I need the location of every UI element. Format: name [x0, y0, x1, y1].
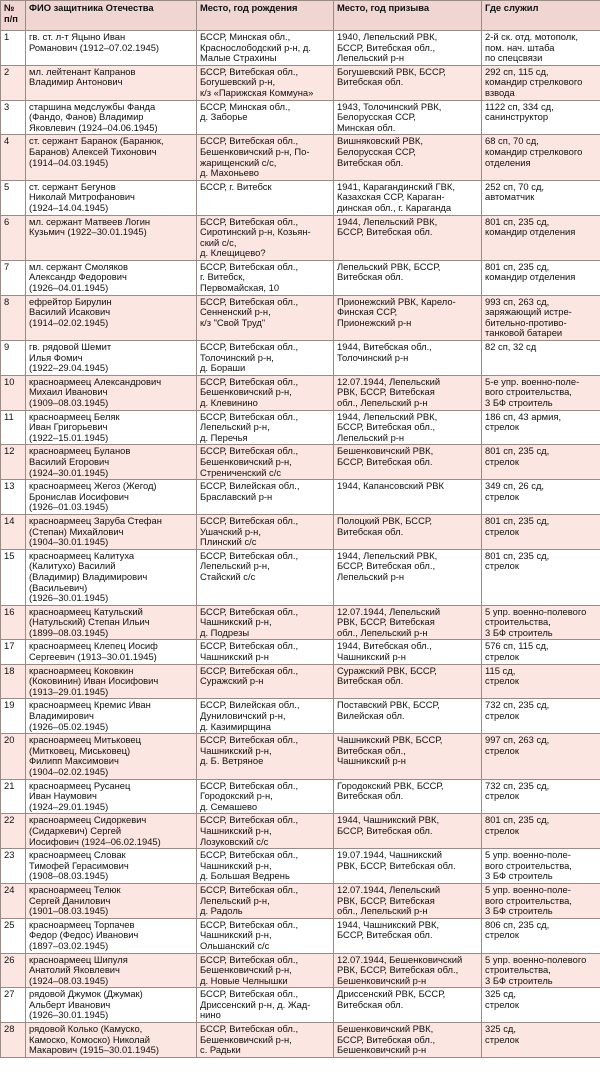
cell-birthplace: БССР, Витебская обл., Чашникский р-н, д. Подрезы	[197, 605, 334, 640]
cell-name: красноармеец Коковкин (Коковинин) Иван Иосифович (1913–29.01.1945)	[26, 664, 197, 699]
cell-birthplace: БССР, Витебская обл., г. Витебск, Первомайская, 10	[197, 260, 334, 295]
cell-conscription: 12.07.1944, Лепельский РВК, БССР, Витебская обл., Лепельский р-н	[334, 883, 482, 918]
cell-birthplace: БССР, г. Витебск	[197, 180, 334, 215]
cell-service: 997 сп, 263 сд, стрелок	[482, 734, 600, 779]
cell-name: гв. ст. л-т Яцыно Иван Романович (1912–07.02.1945)	[26, 31, 197, 66]
cell-name: красноармеец Калитуха (Калитухо) Василий (Владимир) Владимирович (Васильевич) (1926–30.01.1945)	[26, 549, 197, 605]
table-row	[1, 605, 600, 640]
cell-birthplace: БССР, Вилейская обл., Браславский р-н	[197, 480, 334, 515]
cell-conscription: Дриссенский РВК, БССР, Витебская обл.	[334, 988, 482, 1023]
cell-service: 5 упр. военно-поле- вого строительства, 3 БФ строитель	[482, 883, 600, 918]
cell-conscription: Бешенковичский РВК, БССР, Витебская обл., Бешенковичский р-н	[334, 1023, 482, 1058]
cell-birthplace: БССР, Витебская обл., Лепельский р-н, д. Радоль	[197, 883, 334, 918]
cell-service: 5 упр. военно-полевого строительства, 3 БФ строитель	[482, 605, 600, 640]
cell-conscription: 1944, Чашникский РВК, БССР, Витебская обл.	[334, 918, 482, 953]
cell-birthplace: БССР, Витебская обл., Лепельский р-н, д. Перечья	[197, 410, 334, 445]
cell-conscription: Городокский РВК, БССР, Витебская обл.	[334, 779, 482, 814]
header-name: ФИО защитника Отечества	[26, 1, 197, 31]
cell-birthplace: БССР, Минская обл., д. Заборье	[197, 100, 334, 135]
cell-name: красноармеец Сидоркевич (Сидаркевич) Сергей Иосифович (1924–06.02.1945)	[26, 814, 197, 849]
cell-birthplace: БССР, Витебская обл., Суражский р-н	[197, 664, 334, 699]
cell-birthplace: БССР, Витебская обл., Чашникский р-н, Лозуковский с/с	[197, 814, 334, 849]
cell-number: 9	[1, 341, 26, 376]
cell-conscription: 12.07.1944, Бешенковичский РВК, БССР, Витебская обл., Бешенковичский р-н	[334, 953, 482, 988]
cell-service: 292 сп, 115 сд, командир стрелкового взвода	[482, 65, 600, 100]
cell-name: рядовой Джумок (Джумак) Альберт Иванович (1926–30.01.1945)	[26, 988, 197, 1023]
cell-service: 349 сп, 26 сд, стрелок	[482, 480, 600, 515]
table-row	[1, 1023, 600, 1058]
cell-service: 5 упр. военно-полевого строительства, 3 БФ строитель	[482, 953, 600, 988]
cell-conscription: Поставский РВК, БССР, Вилейская обл.	[334, 699, 482, 734]
cell-number: 28	[1, 1023, 26, 1058]
cell-birthplace: БССР, Витебская обл., Сиротинский р-н, Козьян- ский с/с, д. Клещицево?	[197, 215, 334, 260]
cell-birthplace: БССР, Витебская обл., Бешенковичский р-н, Стрениченский с/с	[197, 445, 334, 480]
cell-service: 1122 сп, 334 сд, санинструктор	[482, 100, 600, 135]
table-row	[1, 135, 600, 180]
cell-conscription: 19.07.1944, Чашникский РВК, БССР, Витебская обл.	[334, 849, 482, 884]
cell-number: 10	[1, 375, 26, 410]
cell-service: 801 сп, 235 сд, командир отделения	[482, 215, 600, 260]
header-conscription: Место, год призыва	[334, 1, 482, 31]
cell-conscription: 1944, Капансовский РВК	[334, 480, 482, 515]
cell-conscription: 1940, Лепельский РВК, БССР, Витебская обл., Лепельский р-н	[334, 31, 482, 66]
cell-number: 21	[1, 779, 26, 814]
cell-name: ст. сержант Бегунов Николай Митрофанович (1924–14.04.1945)	[26, 180, 197, 215]
cell-number: 6	[1, 215, 26, 260]
cell-number: 23	[1, 849, 26, 884]
cell-birthplace: БССР, Минская обл., Краснослободский р-н, д. Малые Страхины	[197, 31, 334, 66]
table-header-row	[1, 1, 600, 31]
table-row	[1, 341, 600, 376]
cell-birthplace: БССР, Витебская обл., Городокский р-н, д. Семашево	[197, 779, 334, 814]
header-number: № п/п	[1, 1, 26, 31]
cell-number: 12	[1, 445, 26, 480]
cell-name: красноармеец Беляк Иван Григорьевич (1922–15.01.1945)	[26, 410, 197, 445]
cell-conscription: 1943, Толочинский РВК, Белорусская ССР, Минская обл.	[334, 100, 482, 135]
cell-service: 115 сд, стрелок	[482, 664, 600, 699]
cell-birthplace: БССР, Витебская обл., Бешенковичский р-н, д. Новые Челнышки	[197, 953, 334, 988]
cell-birthplace: БССР, Витебская обл., Чашникский р-н, д. Б. Ветряное	[197, 734, 334, 779]
cell-number: 2	[1, 65, 26, 100]
cell-birthplace: БССР, Витебская обл., Чашникский р-н, Ольшанский с/с	[197, 918, 334, 953]
cell-service: 732 сп, 235 сд, стрелок	[482, 699, 600, 734]
cell-service: 801 сп, 235 сд, стрелок	[482, 549, 600, 605]
cell-birthplace: БССР, Витебская обл., Чашникский р-н	[197, 640, 334, 664]
cell-number: 3	[1, 100, 26, 135]
cell-number: 20	[1, 734, 26, 779]
cell-name: красноармеец Телюк Сергей Данилович (1901–08.03.1945)	[26, 883, 197, 918]
cell-name: мл. сержант Смоляков Александр Федорович (1926–04.01.1945)	[26, 260, 197, 295]
cell-name: мл. лейтенант Капранов Владимир Антонович	[26, 65, 197, 100]
table-row	[1, 215, 600, 260]
cell-name: ефрейтор Бирулин Василий Исакович (1914–02.02.1945)	[26, 295, 197, 340]
cell-conscription: Чашникский РВК, БССР, Витебская обл., Чашникский р-н	[334, 734, 482, 779]
cell-conscription: Полоцкий РВК, БССР, Витебская обл.	[334, 514, 482, 549]
cell-conscription: 1944, Лепельский РВК, БССР, Витебская обл., Лепельский р-н	[334, 549, 482, 605]
cell-conscription: 1944, Лепельский РВК, БССР, Витебская обл.	[334, 215, 482, 260]
cell-birthplace: БССР, Витебская обл., Бешенковичский р-н, с. Радьки	[197, 1023, 334, 1058]
cell-number: 22	[1, 814, 26, 849]
cell-service: 801 сп, 235 сд, командир отделения	[482, 260, 600, 295]
cell-number: 4	[1, 135, 26, 180]
cell-birthplace: БССР, Витебская обл., Бешенковичский р-н, По- жарищенский с/с, д. Махоньево	[197, 135, 334, 180]
cell-conscription: Прионежский РВК, Карело- Финская ССР, Прионежский р-н	[334, 295, 482, 340]
cell-number: 13	[1, 480, 26, 515]
cell-name: гв. рядовой Шемит Илья Фомич (1922–29.04.1945)	[26, 341, 197, 376]
table-row	[1, 814, 600, 849]
table-row	[1, 640, 600, 664]
cell-conscription: Богушевский РВК, БССР, Витебская обл.	[334, 65, 482, 100]
cell-service: 325 сд, стрелок	[482, 1023, 600, 1058]
cell-conscription: 1944, Лепельский РВК, БССР, Витебская обл., Лепельский р-н	[334, 410, 482, 445]
table-row	[1, 375, 600, 410]
cell-birthplace: БССР, Витебская обл., Сенненский р-н, к/з "Свой Труд"	[197, 295, 334, 340]
cell-name: старшина медслужбы Фанда (Фандо, Фанов) Владимир Яковлевич (1924–04.06.1945)	[26, 100, 197, 135]
cell-number: 7	[1, 260, 26, 295]
table-row	[1, 699, 600, 734]
cell-service: 993 сп, 263 сд, заряжающий истре- бительно-противо- танковой батареи	[482, 295, 600, 340]
cell-birthplace: БССР, Витебская обл., Ушачский р-н, Плинский с/с	[197, 514, 334, 549]
cell-birthplace: БССР, Витебская обл., Богушевский р-н, к/з «Парижская Коммуна»	[197, 65, 334, 100]
cell-conscription: 1944, Витебская обл., Толочинский р-н	[334, 341, 482, 376]
cell-number: 25	[1, 918, 26, 953]
cell-number: 1	[1, 31, 26, 66]
cell-birthplace: БССР, Вилейская обл., Дуниловичский р-н, д. Казимирщина	[197, 699, 334, 734]
cell-number: 17	[1, 640, 26, 664]
table-row	[1, 180, 600, 215]
table-row	[1, 100, 600, 135]
cell-conscription: 1944, Чашникский РВК, БССР, Витебская обл.	[334, 814, 482, 849]
cell-conscription: Суражский РВК, БССР, Витебская обл.	[334, 664, 482, 699]
cell-service: 801 сп, 235 сд, стрелок	[482, 814, 600, 849]
cell-conscription: Лепельский РВК, БССР, Витебская обл.	[334, 260, 482, 295]
table-body	[1, 31, 600, 1058]
cell-number: 5	[1, 180, 26, 215]
cell-name: красноармеец Жегоз (Жегод) Бронислав Иосифович (1926–01.03.1945)	[26, 480, 197, 515]
cell-name: красноармеец Митьковец (Митковец, Миськовец) Филипп Максимович (1904–02.02.1945)	[26, 734, 197, 779]
cell-name: красноармеец Катульский (Натульский) Степан Ильич (1899–08.03.1945)	[26, 605, 197, 640]
header-service: Где служил	[482, 1, 600, 31]
table-row	[1, 953, 600, 988]
cell-conscription: Вишняковский РВК, Белорусская ССР, Витебская обл.	[334, 135, 482, 180]
header-birthplace: Место, год рождения	[197, 1, 334, 31]
cell-name: красноармеец Клепец Иосиф Сергеевич (1913–30.01.1945)	[26, 640, 197, 664]
cell-conscription: 1941, Карагандинский ГВК, Казахская ССР, Караган- динская обл., г. Караганда	[334, 180, 482, 215]
cell-conscription: 12.07.1944, Лепельский РВК, БССР, Витебская обл., Лепельский р-н	[334, 605, 482, 640]
cell-number: 19	[1, 699, 26, 734]
cell-service: 252 сп, 70 сд, автоматчик	[482, 180, 600, 215]
table-row	[1, 410, 600, 445]
table-row	[1, 779, 600, 814]
cell-number: 24	[1, 883, 26, 918]
cell-service: 68 сп, 70 сд, командир стрелкового отделения	[482, 135, 600, 180]
table-row	[1, 480, 600, 515]
cell-number: 16	[1, 605, 26, 640]
table-row	[1, 295, 600, 340]
cell-service: 5-е упр. военно-поле- вого строительства, 3 БФ строитель	[482, 375, 600, 410]
cell-name: рядовой Колько (Камуско, Камоско, Комоско) Николай Макарович (1915–30.01.1945)	[26, 1023, 197, 1058]
cell-service: 325 сд, стрелок	[482, 988, 600, 1023]
cell-name: мл. сержант Матвеев Логин Кузьмич (1922–30.01.1945)	[26, 215, 197, 260]
table-row	[1, 549, 600, 605]
cell-birthplace: БССР, Витебская обл., Толочинский р-н, д. Бораши	[197, 341, 334, 376]
cell-name: ст. сержант Баранок (Баранюк, Баранов) Алексей Тихонович (1914–04.03.1945)	[26, 135, 197, 180]
table-row	[1, 918, 600, 953]
cell-service: 82 сп, 32 сд	[482, 341, 600, 376]
table-row	[1, 514, 600, 549]
cell-name: красноармеец Александрович Михаил Иванович (1909–08.03.1945)	[26, 375, 197, 410]
table-row	[1, 734, 600, 779]
cell-number: 15	[1, 549, 26, 605]
table-row	[1, 31, 600, 66]
cell-conscription: 12.07.1944, Лепельский РВК, БССР, Витебская обл., Лепельский р-н	[334, 375, 482, 410]
cell-name: красноармеец Русанец Иван Наумович (1924–29.01.1945)	[26, 779, 197, 814]
cell-service: 732 сп, 235 сд, стрелок	[482, 779, 600, 814]
cell-service: 2-й ск. отд. мотополк, пом. нач. штаба по спецсвязи	[482, 31, 600, 66]
table-row	[1, 445, 600, 480]
table-row	[1, 664, 600, 699]
table-row	[1, 65, 600, 100]
cell-service: 801 сп, 235 сд, стрелок	[482, 445, 600, 480]
cell-number: 26	[1, 953, 26, 988]
cell-service: 5 упр. военно-поле- вого строительства, 3 БФ строитель	[482, 849, 600, 884]
table-row	[1, 849, 600, 884]
cell-number: 27	[1, 988, 26, 1023]
table-row	[1, 260, 600, 295]
cell-number: 18	[1, 664, 26, 699]
cell-name: красноармеец Торпачев Федор (Федос) Иванович (1897–03.02.1945)	[26, 918, 197, 953]
cell-service: 186 сп, 43 армия, стрелок	[482, 410, 600, 445]
cell-birthplace: БССР, Витебская обл., Бешенковичский р-н, д. Клевинино	[197, 375, 334, 410]
cell-birthplace: БССР, Витебская обл., Дриссенский р-н, д. Жад- нино	[197, 988, 334, 1023]
cell-birthplace: БССР, Витебская обл., Лепельский р-н, Стайский с/с	[197, 549, 334, 605]
cell-name: красноармеец Словак Тимофей Герасимович (1908–08.03.1945)	[26, 849, 197, 884]
cell-service: 806 сп, 235 сд, стрелок	[482, 918, 600, 953]
cell-conscription: Бешенковичский РВК, БССР, Витебская обл.	[334, 445, 482, 480]
cell-service: 576 сп, 115 сд, стрелок	[482, 640, 600, 664]
cell-name: красноармеец Заруба Стефан (Степан) Михайлович (1904–30.01.1945)	[26, 514, 197, 549]
cell-name: красноармеец Буланов Василий Егорович (1924–30.01.1945)	[26, 445, 197, 480]
table-row	[1, 988, 600, 1023]
table-row	[1, 883, 600, 918]
cell-name: красноармеец Шипуля Анатолий Яковлевич (1924–08.03.1945)	[26, 953, 197, 988]
cell-birthplace: БССР, Витебская обл., Чашникский р-н, д. Большая Ведрень	[197, 849, 334, 884]
cell-service: 801 сп, 235 сд, стрелок	[482, 514, 600, 549]
cell-number: 14	[1, 514, 26, 549]
cell-number: 8	[1, 295, 26, 340]
cell-number: 11	[1, 410, 26, 445]
cell-conscription: 1944, Витебская обл., Чашникский р-н	[334, 640, 482, 664]
cell-name: красноармеец Кремис Иван Владимирович (1926–05.02.1945)	[26, 699, 197, 734]
